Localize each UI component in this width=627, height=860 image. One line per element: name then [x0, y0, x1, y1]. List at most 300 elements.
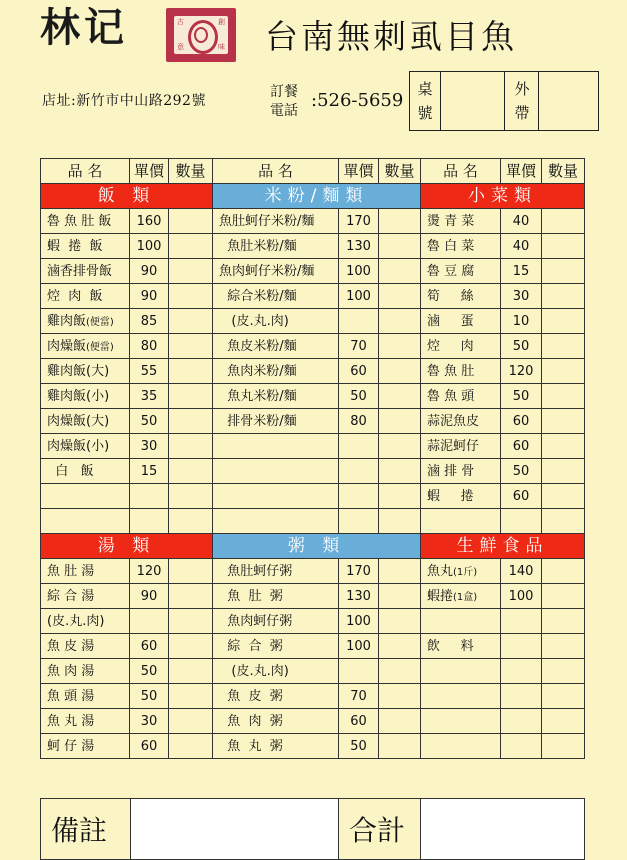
item-name-text: 魚 肉 湯: [47, 663, 95, 679]
item-price: 100: [339, 259, 379, 284]
item-name: [213, 334, 339, 359]
item-quantity-cell[interactable]: [169, 684, 213, 709]
item-price: 60: [501, 409, 542, 434]
menu-row: [41, 634, 585, 659]
category-header: 粥 類: [213, 534, 421, 559]
item-quantity-cell[interactable]: [169, 734, 213, 759]
seal-logo-icon: 古 創 意 味: [166, 8, 236, 62]
item-name: [41, 559, 130, 584]
item-name-text: 魯 白 菜: [427, 238, 475, 254]
item-name: [41, 484, 130, 509]
item-price: 90: [130, 259, 169, 284]
item-name: [41, 434, 130, 459]
item-quantity-cell[interactable]: [379, 309, 421, 334]
item-name: [41, 659, 130, 684]
item-quantity-cell[interactable]: [542, 359, 585, 384]
remarks-label: 備註: [41, 799, 131, 860]
item-price: 60: [130, 634, 169, 659]
item-name: [421, 484, 501, 509]
item-name-text: 蝦 捲 飯: [47, 238, 103, 254]
item-name-text: 綜合米粉/麵: [219, 288, 297, 304]
item-name-text: 魚 皮 粥: [219, 688, 283, 704]
item-name: [421, 584, 501, 609]
item-price: 70: [339, 334, 379, 359]
menu-row: [41, 384, 585, 409]
menu-row: [41, 609, 585, 634]
item-name: [41, 334, 130, 359]
table-number-label: 桌 號: [417, 80, 433, 122]
item-name: [421, 284, 501, 309]
column-header-row: [41, 159, 585, 184]
item-name: [41, 459, 130, 484]
item-quantity-cell[interactable]: [379, 734, 421, 759]
item-quantity-cell[interactable]: [542, 209, 585, 234]
item-price: 50: [501, 459, 542, 484]
item-name: [213, 384, 339, 409]
menu-row: [41, 659, 585, 684]
item-price: [130, 484, 169, 509]
total-label: 合計: [339, 799, 421, 860]
item-name: [213, 484, 339, 509]
item-price: 40: [501, 234, 542, 259]
item-price: [339, 484, 379, 509]
item-price: 60: [130, 734, 169, 759]
item-name-text: 蚵 仔 湯: [47, 738, 95, 754]
item-quantity-cell[interactable]: [379, 259, 421, 284]
column-header-qty: 數量: [379, 159, 421, 184]
item-price: [339, 459, 379, 484]
item-quantity-cell[interactable]: [379, 359, 421, 384]
menu-row: [41, 309, 585, 334]
item-name: [421, 434, 501, 459]
item-name: [421, 559, 501, 584]
item-name: [213, 659, 339, 684]
item-name: [41, 284, 130, 309]
item-name: [213, 259, 339, 284]
item-quantity-cell[interactable]: [379, 459, 421, 484]
item-name-text: 綜 合 湯: [47, 588, 95, 604]
category-header: 生鮮食品: [421, 534, 585, 559]
item-price: 50: [130, 409, 169, 434]
item-quantity-cell[interactable]: [379, 334, 421, 359]
item-name: [213, 434, 339, 459]
item-price: 90: [130, 284, 169, 309]
category-header: 飯 類: [41, 184, 213, 209]
item-price: 100: [130, 234, 169, 259]
item-name-text: 魚 丸 粥: [219, 738, 283, 754]
item-name-text: 焢 肉: [427, 338, 474, 354]
item-price: 40: [501, 209, 542, 234]
menu-row: [41, 509, 585, 534]
item-price: 50: [501, 384, 542, 409]
item-name: [213, 634, 339, 659]
item-price: 100: [339, 634, 379, 659]
item-quantity-cell[interactable]: [169, 709, 213, 734]
item-price: [501, 709, 542, 734]
phone-label: 電話: [270, 103, 298, 119]
item-quantity-cell[interactable]: [379, 209, 421, 234]
item-quantity-cell[interactable]: [379, 484, 421, 509]
item-price: 30: [130, 709, 169, 734]
item-name: [421, 734, 501, 759]
menu-row: [41, 684, 585, 709]
item-name: [213, 559, 339, 584]
item-quantity-cell[interactable]: [379, 434, 421, 459]
item-name: [41, 209, 130, 234]
column-header-qty: 數量: [169, 159, 213, 184]
item-quantity-cell[interactable]: [542, 734, 585, 759]
item-name-text: 肉燥飯(小): [47, 438, 110, 454]
item-price: 140: [501, 559, 542, 584]
item-price: 50: [501, 334, 542, 359]
menu-row: [41, 234, 585, 259]
item-name: [421, 459, 501, 484]
item-quantity-cell[interactable]: [542, 559, 585, 584]
item-note: (1斤): [453, 566, 478, 578]
item-name-text: 滷 蛋: [427, 313, 474, 329]
item-price: 60: [339, 359, 379, 384]
menu-row: [41, 209, 585, 234]
menu-table: [40, 158, 585, 759]
item-quantity-cell[interactable]: [169, 634, 213, 659]
item-quantity-cell[interactable]: [379, 609, 421, 634]
item-price: 170: [339, 559, 379, 584]
item-name-text: 肉燥飯: [47, 338, 87, 354]
item-price: 30: [501, 284, 542, 309]
item-price: 30: [130, 434, 169, 459]
item-price: 50: [339, 384, 379, 409]
item-name: [213, 209, 339, 234]
column-header-name: 品 名: [213, 159, 339, 184]
item-quantity-cell[interactable]: [379, 709, 421, 734]
item-quantity-cell[interactable]: [542, 509, 585, 534]
menu-row: [41, 409, 585, 434]
item-name-text: 魚肉蚵仔米粉/麵: [219, 263, 315, 279]
item-name: [421, 334, 501, 359]
item-name: [213, 509, 339, 534]
item-price: [130, 609, 169, 634]
item-name: [41, 609, 130, 634]
item-name: [41, 234, 130, 259]
item-quantity-cell[interactable]: [169, 384, 213, 409]
item-quantity-cell[interactable]: [379, 659, 421, 684]
item-name-text: 綜 合 粥: [219, 638, 283, 654]
item-price: [339, 659, 379, 684]
item-price: 90: [130, 584, 169, 609]
column-header-price: 單價: [501, 159, 542, 184]
footer-table: [40, 798, 585, 860]
item-price: 100: [339, 284, 379, 309]
item-name: [421, 659, 501, 684]
item-name: [421, 684, 501, 709]
menu-row: [41, 334, 585, 359]
item-name: [213, 309, 339, 334]
item-name-text: 魚肚蚵仔米粉/麵: [219, 213, 315, 229]
item-name-text: 魚肚蚵仔粥: [219, 563, 293, 579]
item-name: [41, 409, 130, 434]
item-quantity-cell[interactable]: [542, 334, 585, 359]
item-name: [213, 284, 339, 309]
item-price: 100: [501, 584, 542, 609]
item-price: 50: [130, 659, 169, 684]
store-address: 店址:新竹市中山路292號: [42, 93, 206, 109]
item-quantity-cell[interactable]: [169, 334, 213, 359]
item-name-text: 燙 青 菜: [427, 213, 475, 229]
item-name-text: 排骨米粉/麵: [219, 413, 297, 429]
item-name-text: 蝦捲: [427, 588, 454, 604]
item-price: 130: [339, 234, 379, 259]
remarks-field[interactable]: [131, 799, 339, 860]
item-name-text: 飲 料: [427, 638, 474, 654]
item-name-text: 魚肚米粉/麵: [219, 238, 297, 254]
item-quantity-cell[interactable]: [169, 234, 213, 259]
item-price: [501, 609, 542, 634]
item-name: [213, 409, 339, 434]
menu-row: [41, 284, 585, 309]
category-row: [41, 534, 585, 559]
item-price: [501, 634, 542, 659]
menu-row: [41, 559, 585, 584]
item-price: 120: [130, 559, 169, 584]
item-price: 80: [339, 409, 379, 434]
item-price: [501, 734, 542, 759]
item-name: [41, 384, 130, 409]
item-quantity-cell[interactable]: [169, 309, 213, 334]
item-name: [41, 359, 130, 384]
item-name: [421, 609, 501, 634]
item-quantity-cell[interactable]: [542, 459, 585, 484]
item-quantity-cell[interactable]: [379, 584, 421, 609]
item-quantity-cell[interactable]: [542, 609, 585, 634]
item-price: 130: [339, 584, 379, 609]
item-name: [421, 259, 501, 284]
item-name: [213, 234, 339, 259]
item-price: 170: [339, 209, 379, 234]
item-note: (1盒): [453, 591, 478, 603]
item-quantity-cell[interactable]: [169, 409, 213, 434]
item-quantity-cell[interactable]: [542, 684, 585, 709]
menu-row: [41, 484, 585, 509]
item-name: [213, 459, 339, 484]
item-price: 120: [501, 359, 542, 384]
item-name-text: 魚肉米粉/麵: [219, 363, 297, 379]
item-quantity-cell[interactable]: [542, 634, 585, 659]
item-name-text: 蝦 捲: [427, 488, 474, 504]
item-price: 15: [501, 259, 542, 284]
item-name-text: 魯 魚 肚 飯: [47, 213, 112, 229]
item-name: [213, 684, 339, 709]
item-price: 60: [339, 709, 379, 734]
item-note: (便當): [86, 341, 114, 353]
item-name: [421, 509, 501, 534]
item-quantity-cell[interactable]: [169, 584, 213, 609]
item-name: [213, 734, 339, 759]
item-name-text: 魚皮米粉/麵: [219, 338, 297, 354]
item-quantity-cell[interactable]: [542, 259, 585, 284]
item-name: [421, 359, 501, 384]
item-price: [501, 509, 542, 534]
item-name-text: 魯 魚 頭: [427, 388, 475, 404]
menu-row: [41, 359, 585, 384]
item-quantity-cell[interactable]: [542, 584, 585, 609]
item-price: 15: [130, 459, 169, 484]
item-name: [213, 584, 339, 609]
item-name-text: 雞肉飯(大): [47, 363, 110, 379]
item-quantity-cell[interactable]: [542, 409, 585, 434]
category-row: [41, 184, 585, 209]
item-name-text: 滷香排骨飯: [47, 263, 113, 279]
item-name: [41, 309, 130, 334]
item-name-text: 魯 魚 肚: [427, 363, 475, 379]
item-name-text: 蒜泥魚皮: [427, 413, 480, 429]
item-name-text: 肉燥飯(大): [47, 413, 110, 429]
item-quantity-cell[interactable]: [169, 659, 213, 684]
item-name: [421, 384, 501, 409]
item-name: [213, 709, 339, 734]
item-name: [41, 709, 130, 734]
category-header: 湯 類: [41, 534, 213, 559]
item-name: [421, 409, 501, 434]
item-price: [339, 434, 379, 459]
brand-logotype: 林记: [40, 4, 128, 51]
column-header-qty: 數量: [542, 159, 585, 184]
item-name: [213, 609, 339, 634]
column-header-name: 品 名: [41, 159, 130, 184]
item-name-text: 魚丸米粉/麵: [219, 388, 297, 404]
order-label: 訂餐: [270, 84, 298, 100]
item-name-text: 雞肉飯: [47, 313, 87, 329]
item-name-text: 魚 丸 湯: [47, 713, 95, 729]
item-note: (便當): [86, 316, 114, 328]
item-name-text: 魯 豆 腐: [427, 263, 475, 279]
item-quantity-cell[interactable]: [542, 384, 585, 409]
item-quantity-cell[interactable]: [169, 459, 213, 484]
item-price: [130, 509, 169, 534]
item-price: 100: [339, 609, 379, 634]
item-name: [41, 259, 130, 284]
item-quantity-cell[interactable]: [542, 709, 585, 734]
category-header: 米粉/麵類: [213, 184, 421, 209]
item-name-text: 滷 排 骨: [427, 463, 475, 479]
item-name: [421, 309, 501, 334]
phone-labels: [270, 83, 298, 121]
item-price: 70: [339, 684, 379, 709]
item-quantity-cell[interactable]: [169, 559, 213, 584]
item-name-text: 焢 肉 飯: [47, 288, 103, 304]
item-name-text: 魚 肚 湯: [47, 563, 95, 579]
item-name: [41, 634, 130, 659]
item-name: [213, 359, 339, 384]
item-name-text: 魚 頭 湯: [47, 688, 95, 704]
item-name-text: (皮.丸.肉): [219, 663, 289, 679]
item-price: [501, 684, 542, 709]
item-price: 80: [130, 334, 169, 359]
item-name-text: 魚 肚 粥: [219, 588, 283, 604]
item-price: 50: [130, 684, 169, 709]
item-name-text: 蒜泥蚵仔: [427, 438, 480, 454]
item-name: [41, 584, 130, 609]
item-quantity-cell[interactable]: [379, 509, 421, 534]
item-quantity-cell[interactable]: [379, 559, 421, 584]
total-field[interactable]: [421, 799, 585, 860]
item-price: 10: [501, 309, 542, 334]
item-quantity-cell[interactable]: [379, 234, 421, 259]
item-name: [41, 509, 130, 534]
item-quantity-cell[interactable]: [169, 434, 213, 459]
category-header: 小菜類: [421, 184, 585, 209]
item-price: [501, 659, 542, 684]
menu-row: [41, 459, 585, 484]
order-type-box: [409, 71, 599, 131]
item-name: [421, 209, 501, 234]
item-price: 60: [501, 484, 542, 509]
item-name-text: 魚 肉 粥: [219, 713, 283, 729]
column-header-price: 單價: [339, 159, 379, 184]
item-price: 85: [130, 309, 169, 334]
item-quantity-cell[interactable]: [379, 384, 421, 409]
item-name-text: 魚 皮 湯: [47, 638, 95, 654]
item-name: [41, 684, 130, 709]
item-quantity-cell[interactable]: [379, 684, 421, 709]
item-name-text: 雞肉飯(小): [47, 388, 110, 404]
item-price: 60: [501, 434, 542, 459]
item-quantity-cell[interactable]: [379, 284, 421, 309]
item-price: 50: [339, 734, 379, 759]
item-quantity-cell[interactable]: [379, 634, 421, 659]
item-price: 55: [130, 359, 169, 384]
item-name-text: 筍 絲: [427, 288, 474, 304]
item-name-text: (皮.丸.肉): [219, 313, 289, 329]
item-quantity-cell[interactable]: [542, 284, 585, 309]
item-quantity-cell[interactable]: [169, 509, 213, 534]
item-quantity-cell[interactable]: [542, 484, 585, 509]
item-quantity-cell[interactable]: [542, 309, 585, 334]
item-quantity-cell[interactable]: [169, 359, 213, 384]
menu-row: [41, 709, 585, 734]
item-quantity-cell[interactable]: [542, 659, 585, 684]
item-quantity-cell[interactable]: [542, 234, 585, 259]
item-price: [339, 309, 379, 334]
item-quantity-cell[interactable]: [169, 484, 213, 509]
item-name: [421, 634, 501, 659]
menu-row: [41, 259, 585, 284]
item-price: 35: [130, 384, 169, 409]
takeout-label: 外 帶: [514, 80, 530, 122]
phone-number: :526-5659: [311, 90, 404, 111]
column-header-price: 單價: [130, 159, 169, 184]
item-name-text: 白 飯: [47, 463, 94, 479]
menu-row: [41, 584, 585, 609]
menu-row: [41, 734, 585, 759]
menu-row: [41, 434, 585, 459]
item-name-text: 魚肉蚵仔粥: [219, 613, 293, 629]
item-quantity-cell[interactable]: [169, 259, 213, 284]
item-price: [339, 509, 379, 534]
item-quantity-cell[interactable]: [379, 409, 421, 434]
item-quantity-cell[interactable]: [169, 609, 213, 634]
item-name-text: 魚丸: [427, 563, 454, 579]
item-name: [421, 709, 501, 734]
item-price: 160: [130, 209, 169, 234]
item-quantity-cell[interactable]: [169, 209, 213, 234]
item-name: [421, 234, 501, 259]
column-header-name: 品 名: [421, 159, 501, 184]
item-quantity-cell[interactable]: [169, 284, 213, 309]
restaurant-title: 台南無刺虱目魚: [265, 17, 517, 56]
item-name-text: (皮.丸.肉): [47, 613, 105, 629]
item-quantity-cell[interactable]: [542, 434, 585, 459]
item-name: [41, 734, 130, 759]
